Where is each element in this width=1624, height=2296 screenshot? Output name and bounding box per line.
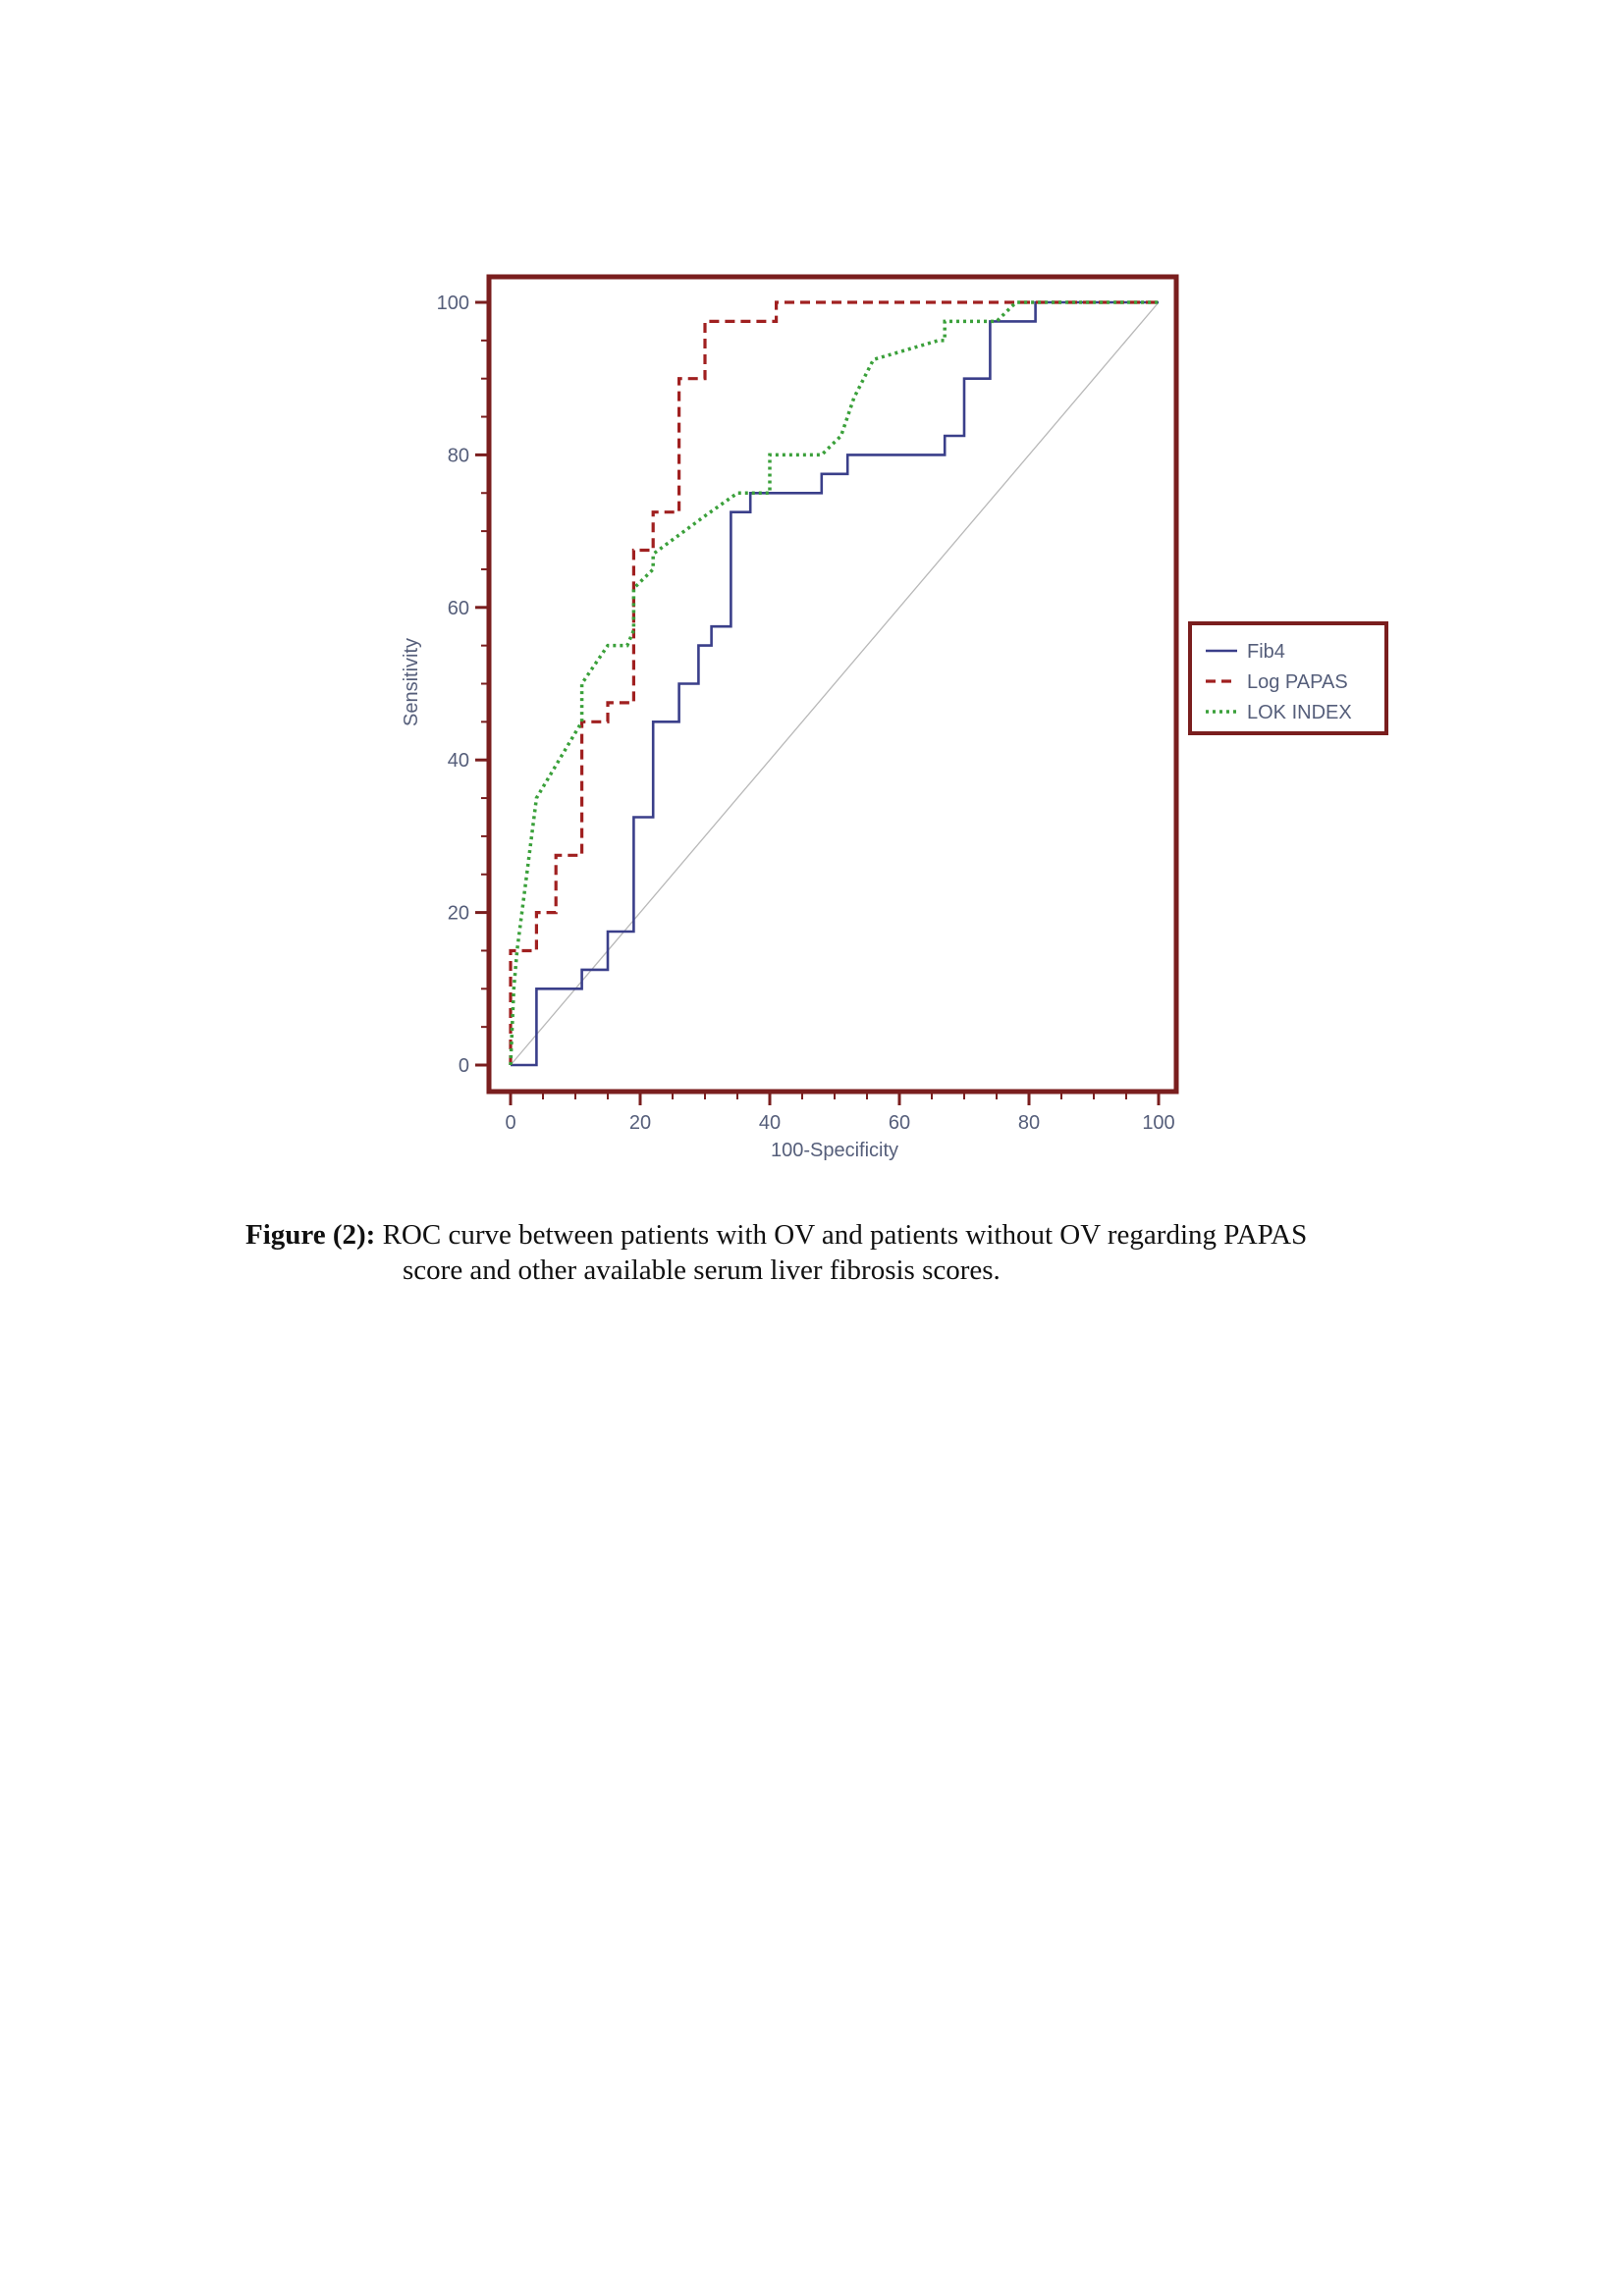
legend-label-log-papas: Log PAPAS xyxy=(1247,671,1348,693)
x-tick-label: 80 xyxy=(1017,1112,1041,1134)
roc-chart xyxy=(373,255,1414,1178)
caption-text-line2: score and other available serum liver fibrosis scores. xyxy=(403,1255,1001,1286)
y-tick-label: 80 xyxy=(447,445,469,467)
x-tick-label: 20 xyxy=(628,1112,652,1134)
legend-label-fib4: Fib4 xyxy=(1247,641,1285,663)
caption-text-line1: ROC curve between patients with OV and patients without OV regarding PAPAS xyxy=(375,1219,1308,1251)
legend-label-lok-index: LOK INDEX xyxy=(1247,702,1352,723)
x-tick-label: 40 xyxy=(758,1112,782,1134)
y-tick-label: 60 xyxy=(447,597,469,619)
figure-caption xyxy=(245,1217,1404,1288)
y-axis-label: Sensitivity xyxy=(401,637,422,727)
caption-label: Figure (2): xyxy=(245,1219,376,1251)
x-tick-label: 60 xyxy=(888,1112,911,1134)
y-tick-label: 100 xyxy=(436,293,469,314)
y-tick-label: 20 xyxy=(447,902,469,925)
y-tick-label: 40 xyxy=(447,750,469,773)
y-tick-label: 0 xyxy=(458,1055,469,1077)
x-tick-label: 100 xyxy=(1142,1112,1175,1134)
x-axis-label: 100-Specificity xyxy=(770,1140,899,1161)
x-tick-label: 0 xyxy=(505,1112,516,1134)
